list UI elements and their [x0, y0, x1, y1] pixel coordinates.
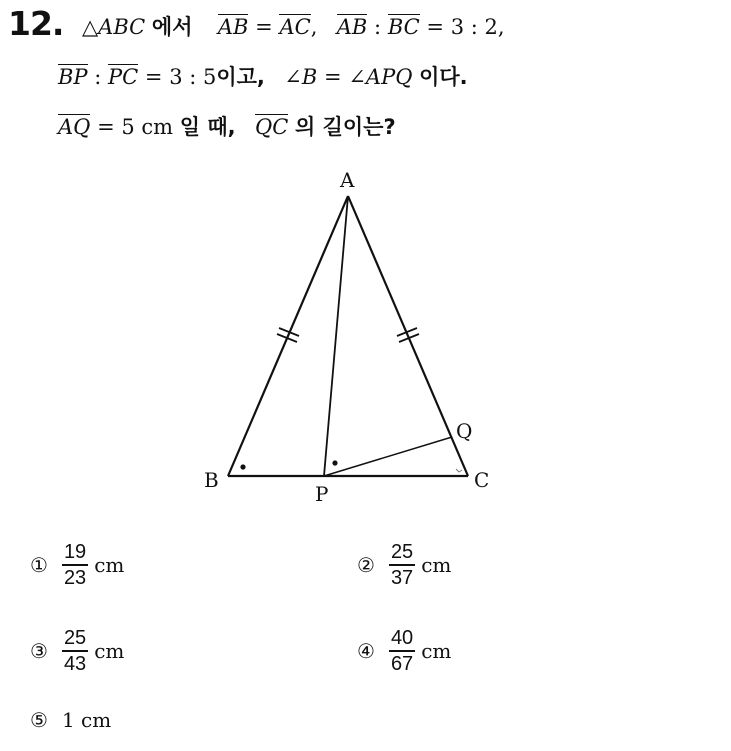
choice-marker: ① [30, 552, 48, 577]
text-il-ttae: 일 때, [179, 115, 236, 139]
question-line-2 [58, 62, 468, 92]
segment-qc: QC [255, 115, 289, 139]
triangle-diagram [190, 160, 520, 510]
choice-marker: ② [357, 552, 375, 577]
equals-sign: = [255, 15, 273, 39]
choice-3[interactable] [30, 626, 124, 676]
choice-value: 1 cm [61, 708, 112, 732]
ratio-bp-pc: 3 : 5 [169, 65, 217, 89]
equals-sign: = [144, 65, 163, 89]
equals-sign: = [426, 15, 444, 39]
choice-marker: ④ [357, 638, 375, 663]
triangle-abc: △ABC [82, 15, 146, 39]
aq-length: 5 cm [121, 115, 174, 139]
label-b: B [204, 468, 219, 492]
choice-4[interactable] [357, 626, 451, 676]
question-number: 12. [8, 4, 64, 43]
label-p: P [315, 482, 329, 506]
triangle-figure [190, 160, 520, 510]
text-ui-giri: 의 길이는? [295, 115, 396, 139]
choice-marker: ⑤ [30, 708, 48, 732]
angle-c-mark [456, 469, 462, 472]
unit: cm [94, 638, 125, 663]
numerator: 40 [390, 627, 414, 649]
angle-b: ∠B [284, 65, 318, 89]
label-c: C [474, 468, 490, 492]
choice-marker: ③ [30, 638, 48, 663]
choice-1[interactable] [30, 540, 124, 590]
text-igo: 이고, [216, 65, 265, 89]
segment-pc: PC [108, 65, 139, 89]
angle-b-dot [240, 464, 245, 469]
label-a: A [340, 168, 355, 192]
numerator: 19 [63, 541, 87, 563]
unit: cm [421, 552, 452, 577]
side-ab [228, 196, 348, 476]
segment-ab: AB [217, 15, 249, 39]
text-eseo: 에서 [151, 15, 193, 39]
angle-apq: ∠APQ [348, 65, 413, 89]
denominator: 23 [63, 566, 87, 589]
segment-ac: AC [279, 15, 311, 39]
comma: , [310, 15, 318, 39]
denominator: 37 [390, 566, 414, 589]
fraction [389, 540, 415, 590]
unit: cm [94, 552, 125, 577]
colon: : [94, 65, 102, 89]
denominator: 67 [390, 652, 414, 675]
unit: cm [421, 638, 452, 663]
ratio-ab-bc: 3 : 2, [450, 15, 505, 39]
segment-pq-line [324, 437, 452, 476]
fraction [62, 540, 88, 590]
numerator: 25 [63, 627, 87, 649]
question-line-1 [82, 12, 505, 42]
segment-ab: AB [336, 15, 368, 39]
colon: : [374, 15, 382, 39]
choice-5[interactable] [30, 708, 111, 732]
fraction [62, 626, 88, 676]
label-q: Q [456, 419, 473, 443]
numerator: 25 [390, 541, 414, 563]
side-ac [348, 196, 468, 476]
segment-bp: BP [58, 65, 88, 89]
choice-2[interactable] [357, 540, 451, 590]
segment-aq: AQ [58, 115, 91, 139]
denominator: 43 [63, 652, 87, 675]
angle-apq-dot [332, 460, 337, 465]
equals-sign: = [324, 65, 342, 89]
segment-bc: BC [387, 15, 420, 39]
text-ida: 이다. [419, 65, 468, 89]
equals-sign: = [97, 115, 115, 139]
fraction [389, 626, 415, 676]
segment-ap-line [324, 196, 348, 476]
question-line-3 [58, 112, 396, 142]
